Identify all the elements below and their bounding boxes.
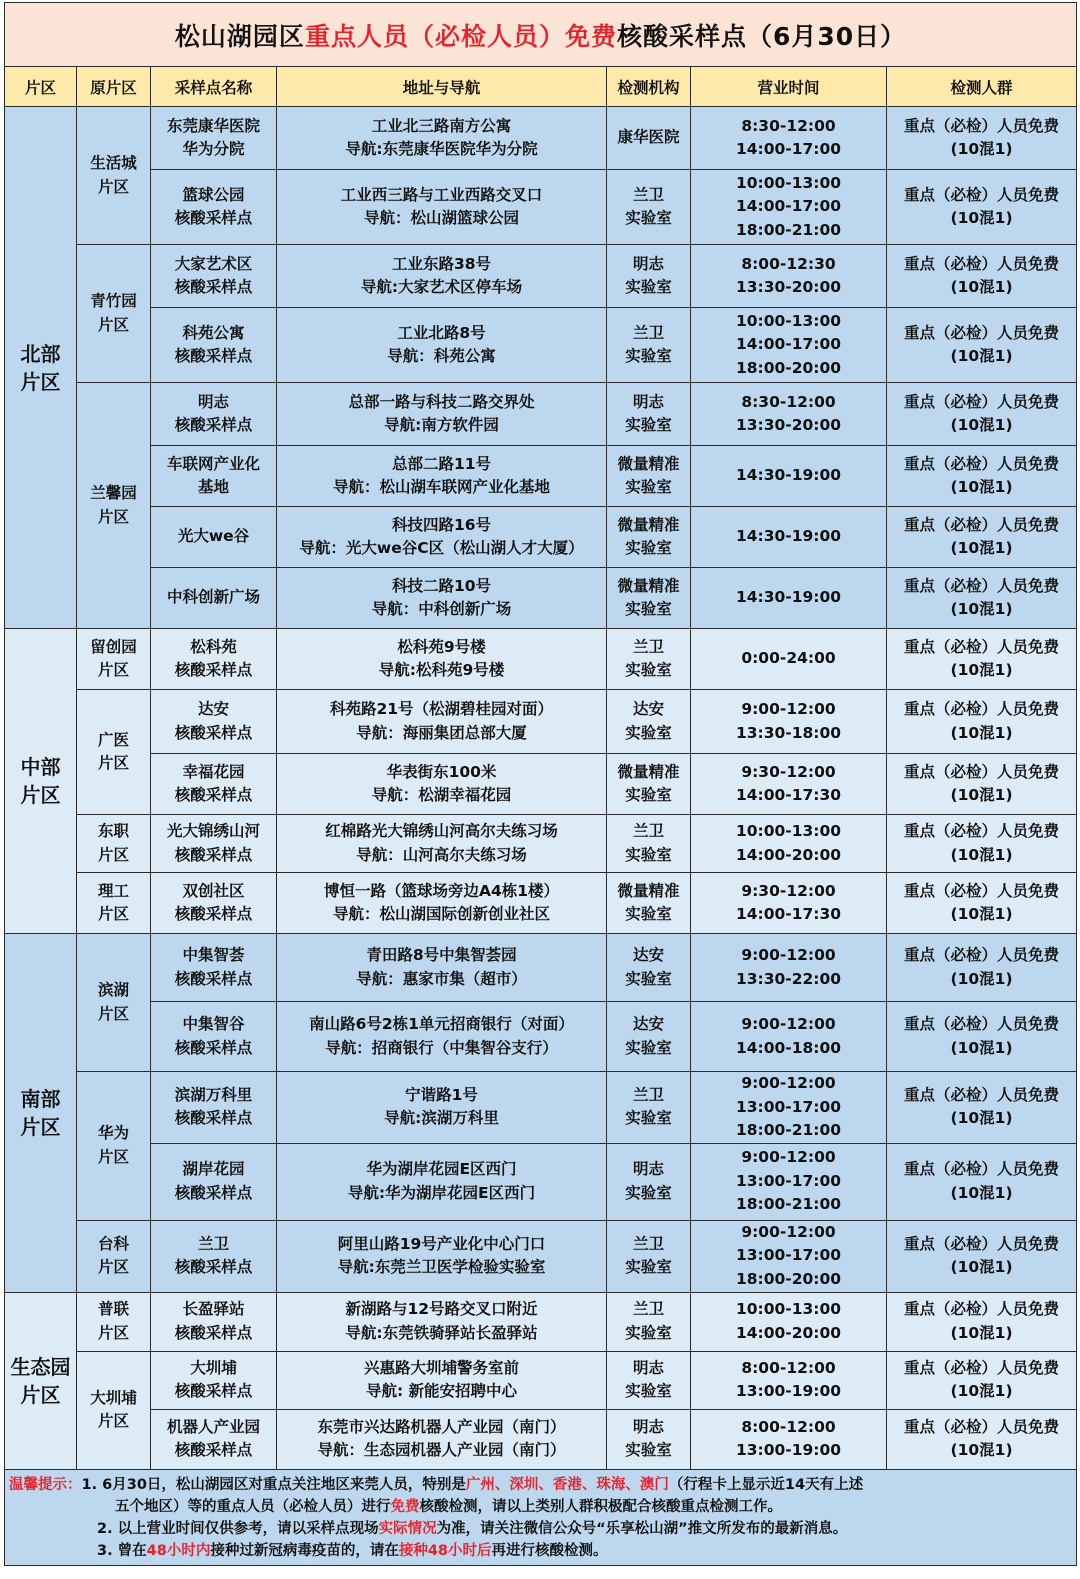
hours-cell: 9:00-12:00 13:30-22:00 — [691, 934, 887, 1002]
hours-cell: 9:30-12:00 14:00-17:30 — [691, 754, 887, 815]
address-cell: 红棉路光大锦绣山河高尔夫练习场 导航：山河高尔夫练习场 — [277, 815, 607, 873]
subzone-cell: 东职 片区 — [77, 815, 151, 873]
subzone-cell: 兰馨园 片区 — [77, 383, 151, 629]
subzone-cell: 生活城 片区 — [77, 107, 151, 245]
site-name-cell: 大家艺术区 核酸采样点 — [151, 245, 277, 308]
crowd-cell: 重点（必检）人员免费 (10混1) — [887, 308, 1077, 383]
address-cell: 科技二路10号 导航：中科创新广场 — [277, 568, 607, 629]
hours-cell: 10:00-13:00 14:00-20:00 — [691, 815, 887, 873]
table-row — [5, 1220, 1077, 1292]
table-row — [5, 629, 1077, 690]
agency-cell: 微量精准 实验室 — [607, 568, 691, 629]
agency-cell: 兰卫 实验室 — [607, 1072, 691, 1144]
site-name-cell: 车联网产业化 基地 — [151, 446, 277, 507]
site-name-cell: 双创社区 核酸采样点 — [151, 873, 277, 934]
column-header: 地址与导航 — [277, 67, 607, 107]
agency-cell: 兰卫 实验室 — [607, 170, 691, 245]
address-cell: 科技四路16号 导航：光大we谷C区（松山湖人才大厦） — [277, 507, 607, 568]
hours-cell: 8:00-12:00 13:00-19:00 — [691, 1409, 887, 1469]
table-row — [5, 815, 1077, 873]
notes-line-2 — [9, 1496, 1070, 1518]
notes-line-1 — [9, 1474, 1070, 1496]
crowd-cell: 重点（必检）人员免费 (10混1) — [887, 1143, 1077, 1220]
agency-cell: 兰卫 实验室 — [607, 629, 691, 690]
site-name-cell: 明志 核酸采样点 — [151, 383, 277, 446]
address-cell: 华表街东100米 导航：松湖幸福花园 — [277, 754, 607, 815]
column-header: 原片区 — [77, 67, 151, 107]
notes-section — [5, 1469, 1077, 1565]
site-name-cell: 大圳埔 核酸采样点 — [151, 1351, 277, 1409]
table-row — [5, 1409, 1077, 1469]
table-row — [5, 107, 1077, 170]
subzone-cell: 大圳埔 片区 — [77, 1351, 151, 1469]
text-segment: 48小时内 — [146, 1542, 211, 1559]
agency-cell: 微量精准 实验室 — [607, 446, 691, 507]
table-row — [5, 568, 1077, 629]
text-segment: 广州、深圳、香港、珠海、澳门 — [465, 1476, 669, 1493]
agency-cell: 微量精准 实验室 — [607, 873, 691, 934]
notes-line-4 — [9, 1540, 1070, 1562]
hours-cell: 8:00-12:00 13:00-19:00 — [691, 1351, 887, 1409]
sampling-sites-table — [4, 2, 1077, 1566]
agency-cell: 康华医院 — [607, 107, 691, 170]
address-cell: 新湖路与12号路交叉口附近 导航:东莞铁骑驿站长盈驿站 — [277, 1292, 607, 1351]
hours-cell: 10:00-13:00 14:00-17:00 18:00-20:00 — [691, 308, 887, 383]
table-row — [5, 934, 1077, 1002]
hours-cell: 9:00-12:00 13:00-17:00 18:00-21:00 — [691, 1143, 887, 1220]
hours-cell: 9:30-12:00 14:00-17:30 — [691, 873, 887, 934]
text-segment: 3. 曾在 — [97, 1542, 147, 1559]
crowd-cell: 重点（必检）人员免费 (10混1) — [887, 507, 1077, 568]
address-cell: 工业北三路南方公寓 导航:东莞康华医院华为分院 — [277, 107, 607, 170]
text-segment: 为准，请关注微信公众号“乐享松山湖”推文所发布的最新消息。 — [436, 1520, 848, 1537]
subzone-cell: 理工 片区 — [77, 873, 151, 934]
table-row — [5, 1351, 1077, 1409]
header-row — [5, 67, 1077, 107]
subzone-cell: 台科 片区 — [77, 1220, 151, 1292]
address-cell: 青田路8号中集智荟园 导航：惠家市集（超市） — [277, 934, 607, 1002]
agency-cell: 达安 实验室 — [607, 690, 691, 754]
address-cell: 宁谐路1号 导航:滨湖万科里 — [277, 1072, 607, 1144]
crowd-cell: 重点（必检）人员免费 (10混1) — [887, 629, 1077, 690]
crowd-cell: 重点（必检）人员免费 (10混1) — [887, 383, 1077, 446]
agency-cell: 达安 实验室 — [607, 934, 691, 1002]
address-cell: 科苑路21号（松湖碧桂园对面） 导航：海丽集团总部大厦 — [277, 690, 607, 754]
hours-cell: 0:00-24:00 — [691, 629, 887, 690]
table-row — [5, 308, 1077, 383]
site-name-cell: 松科苑 核酸采样点 — [151, 629, 277, 690]
crowd-cell: 重点（必检）人员免费 (10混1) — [887, 754, 1077, 815]
site-name-cell: 中集智谷 核酸采样点 — [151, 1002, 277, 1072]
site-name-cell: 中集智荟 核酸采样点 — [151, 934, 277, 1002]
subzone-cell: 滨湖 片区 — [77, 934, 151, 1072]
column-header: 检测人群 — [887, 67, 1077, 107]
address-cell: 华为湖岸花园E区西门 导航:华为湖岸花园E区西门 — [277, 1143, 607, 1220]
agency-cell: 达安 实验室 — [607, 1002, 691, 1072]
hours-cell: 10:00-13:00 14:00-17:00 18:00-21:00 — [691, 170, 887, 245]
agency-cell: 兰卫 实验室 — [607, 308, 691, 383]
address-cell: 工业北路8号 导航：科苑公寓 — [277, 308, 607, 383]
site-name-cell: 幸福花园 核酸采样点 — [151, 754, 277, 815]
text-segment: 1. 6月30日，松山湖园区对重点关注地区来莞人员，特别是 — [81, 1476, 466, 1493]
hours-cell: 9:00-12:00 13:00-17:00 18:00-20:00 — [691, 1220, 887, 1292]
agency-cell: 兰卫 实验室 — [607, 1220, 691, 1292]
site-name-cell: 科苑公寓 核酸采样点 — [151, 308, 277, 383]
hours-cell: 8:30-12:00 14:00-17:00 — [691, 107, 887, 170]
table-row — [5, 1072, 1077, 1144]
agency-cell: 兰卫 实验室 — [607, 1292, 691, 1351]
table-row — [5, 754, 1077, 815]
crowd-cell: 重点（必检）人员免费 (10混1) — [887, 1220, 1077, 1292]
text-segment: 核酸检测，请以上类别人群积极配合核酸重点检测工作。 — [419, 1498, 782, 1515]
subzone-cell: 华为 片区 — [77, 1072, 151, 1221]
table-row — [5, 690, 1077, 754]
site-name-cell: 湖岸花园 核酸采样点 — [151, 1143, 277, 1220]
crowd-cell: 重点（必检）人员免费 (10混1) — [887, 1351, 1077, 1409]
table-row — [5, 1143, 1077, 1220]
text-segment: 再进行核酸检测。 — [491, 1542, 608, 1559]
column-header: 采样点名称 — [151, 67, 277, 107]
address-cell: 总部二路11号 导航：松山湖车联网产业化基地 — [277, 446, 607, 507]
crowd-cell: 重点（必检）人员免费 (10混1) — [887, 107, 1077, 170]
hours-cell: 9:00-12:00 14:00-18:00 — [691, 1002, 887, 1072]
zone-cell: 北部 片区 — [5, 107, 77, 629]
notes-label: 温馨提示： — [9, 1476, 82, 1493]
subzone-cell: 留创园 片区 — [77, 629, 151, 690]
site-name-cell: 东莞康华医院 华为分院 — [151, 107, 277, 170]
hours-cell: 14:30-19:00 — [691, 446, 887, 507]
site-name-cell: 达安 核酸采样点 — [151, 690, 277, 754]
zone-cell: 生态园 片区 — [5, 1292, 77, 1469]
agency-cell: 明志 实验室 — [607, 383, 691, 446]
address-cell: 南山路6号2栋1单元招商银行（对面） 导航：招商银行（中集智谷支行） — [277, 1002, 607, 1072]
crowd-cell: 重点（必检）人员免费 (10混1) — [887, 245, 1077, 308]
hours-cell: 8:30-12:00 13:30-20:00 — [691, 383, 887, 446]
address-cell: 兴惠路大圳埔警务室前 导航: 新能安招聘中心 — [277, 1351, 607, 1409]
subzone-cell: 普联 片区 — [77, 1292, 151, 1351]
zone-cell: 中部 片区 — [5, 629, 77, 934]
hours-cell: 9:00-12:00 13:00-17:00 18:00-21:00 — [691, 1072, 887, 1144]
address-cell: 东莞市兴达路机器人产业园（南门） 导航：生态园机器人产业园（南门） — [277, 1409, 607, 1469]
text-segment: 2. 以上营业时间仅供参考，请以采样点现场 — [97, 1520, 379, 1537]
hours-cell: 10:00-13:00 14:00-20:00 — [691, 1292, 887, 1351]
hours-cell: 8:00-12:30 13:30-20:00 — [691, 245, 887, 308]
crowd-cell: 重点（必检）人员免费 (10混1) — [887, 446, 1077, 507]
crowd-cell: 重点（必检）人员免费 (10混1) — [887, 568, 1077, 629]
address-cell: 工业东路38号 导航:大家艺术区停车场 — [277, 245, 607, 308]
crowd-cell: 重点（必检）人员免费 (10混1) — [887, 815, 1077, 873]
text-segment: 核酸采样点（6月30日） — [616, 21, 907, 51]
agency-cell: 明志 实验室 — [607, 245, 691, 308]
text-segment: （行程卡上显示近14天有上述 — [668, 1476, 864, 1493]
text-segment: 松山湖园区 — [174, 21, 305, 51]
address-cell: 松科苑9号楼 导航:松科苑9号楼 — [277, 629, 607, 690]
hours-cell: 14:30-19:00 — [691, 568, 887, 629]
agency-cell: 微量精准 实验室 — [607, 754, 691, 815]
crowd-cell: 重点（必检）人员免费 (10混1) — [887, 690, 1077, 754]
table-row — [5, 245, 1077, 308]
site-name-cell: 光大锦绣山河 核酸采样点 — [151, 815, 277, 873]
text-segment: 实际情况 — [378, 1520, 437, 1537]
site-name-cell: 中科创新广场 — [151, 568, 277, 629]
subzone-cell: 广医 片区 — [77, 690, 151, 815]
table-row — [5, 1292, 1077, 1351]
site-name-cell: 机器人产业园 核酸采样点 — [151, 1409, 277, 1469]
text-segment: 五个地区）等的重点人员（必检人员）进行 — [115, 1498, 391, 1515]
column-header: 片区 — [5, 67, 77, 107]
crowd-cell: 重点（必检）人员免费 (10混1) — [887, 873, 1077, 934]
table-row — [5, 1002, 1077, 1072]
agency-cell: 明志 实验室 — [607, 1351, 691, 1409]
notes-line-3 — [9, 1518, 1070, 1540]
table-row — [5, 507, 1077, 568]
table-row — [5, 873, 1077, 934]
table-row — [5, 383, 1077, 446]
crowd-cell: 重点（必检）人员免费 (10混1) — [887, 934, 1077, 1002]
table-row — [5, 446, 1077, 507]
crowd-cell: 重点（必检）人员免费 (10混1) — [887, 1409, 1077, 1469]
site-name-cell: 光大we谷 — [151, 507, 277, 568]
address-cell: 阿里山路19号产业化中心门口 导航:东莞兰卫医学检验实验室 — [277, 1220, 607, 1292]
crowd-cell: 重点（必检）人员免费 (10混1) — [887, 1072, 1077, 1144]
site-name-cell: 篮球公园 核酸采样点 — [151, 170, 277, 245]
table-row — [5, 170, 1077, 245]
agency-cell: 兰卫 实验室 — [607, 815, 691, 873]
site-name-cell: 长盈驿站 核酸采样点 — [151, 1292, 277, 1351]
hours-cell: 14:30-19:00 — [691, 507, 887, 568]
hours-cell: 9:00-12:00 13:30-18:00 — [691, 690, 887, 754]
text-segment: 接种过新冠病毒疫苗的，请在 — [210, 1542, 399, 1559]
text-segment: 接种48小时后 — [398, 1542, 492, 1559]
agency-cell: 明志 实验室 — [607, 1409, 691, 1469]
column-header: 营业时间 — [691, 67, 887, 107]
text-segment: 免费 — [390, 1498, 420, 1515]
subzone-cell: 青竹园 片区 — [77, 245, 151, 383]
crowd-cell: 重点（必检）人员免费 (10混1) — [887, 1292, 1077, 1351]
zone-cell: 南部 片区 — [5, 934, 77, 1293]
text-segment: 重点人员（必检人员）免费 — [304, 21, 617, 51]
crowd-cell: 重点（必检）人员免费 (10混1) — [887, 1002, 1077, 1072]
column-header: 检测机构 — [607, 67, 691, 107]
address-cell: 工业西三路与工业西路交叉口 导航：松山湖篮球公园 — [277, 170, 607, 245]
address-cell: 总部一路与科技二路交界处 导航:南方软件园 — [277, 383, 607, 446]
crowd-cell: 重点（必检）人员免费 (10混1) — [887, 170, 1077, 245]
agency-cell: 明志 实验室 — [607, 1143, 691, 1220]
address-cell: 博恒一路（篮球场旁边A4栋1楼） 导航：松山湖国际创新创业社区 — [277, 873, 607, 934]
site-name-cell: 滨湖万科里 核酸采样点 — [151, 1072, 277, 1144]
table-body — [5, 107, 1077, 1470]
agency-cell: 微量精准 实验室 — [607, 507, 691, 568]
site-name-cell: 兰卫 核酸采样点 — [151, 1220, 277, 1292]
page-title — [5, 3, 1077, 67]
